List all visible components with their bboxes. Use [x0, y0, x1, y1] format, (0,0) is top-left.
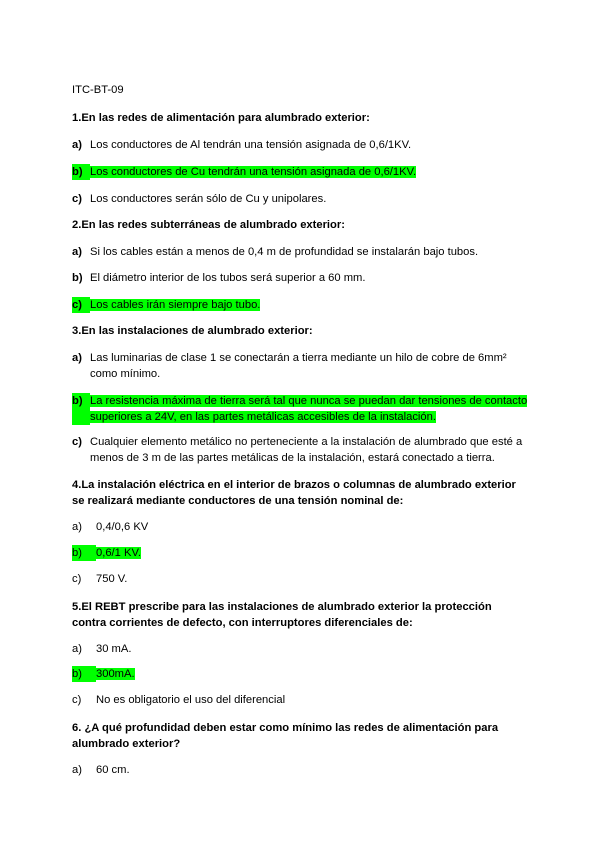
option-text: Las luminarias de clase 1 se conectarán a tierra mediante un hilo de cobre de 6mm² como mínimo. — [90, 352, 507, 380]
option-letter: c) — [72, 436, 82, 448]
option-text-highlighted: La resistencia máxima de tierra será tal que nunca se puedan dar tensiones de contacto superiores a 24V, en las partes metálicas accesibles de la instalación. — [90, 395, 528, 423]
option-text: No es obligatorio el uso del diferencial — [96, 694, 286, 706]
question-4-option-b — [72, 545, 532, 561]
option-letter: b) — [72, 666, 96, 682]
question-4-option-a — [72, 519, 532, 535]
question-6-option-a — [72, 762, 532, 778]
option-text-highlighted: Los cables irán siempre bajo tubo. — [90, 299, 261, 311]
option-text-highlighted: Los conductores de Cu tendrán una tensión asignada de 0,6/1KV. — [90, 166, 417, 178]
option-letter: a) — [72, 246, 82, 258]
question-1-option-b — [72, 164, 532, 180]
question-3-option-c — [72, 434, 532, 466]
option-text: Si los cables están a menos de 0,4 m de profundidad se instalarán bajo tubos. — [90, 246, 479, 258]
question-1-option-a — [72, 137, 532, 153]
option-text: Los conductores de Al tendrán una tensión asignada de 0,6/1KV. — [90, 139, 412, 151]
option-letter: c) — [72, 193, 82, 205]
question-3: 3.En las instalaciones de alumbrado exterior: — [72, 325, 313, 337]
option-letter: b) — [72, 393, 90, 425]
document-code: ITC-BT-09 — [72, 84, 124, 96]
option-letter: a) — [72, 764, 82, 776]
option-text: 0,4/0,6 KV — [96, 521, 149, 533]
option-letter: a) — [72, 521, 82, 533]
option-text: 30 mA. — [96, 643, 132, 655]
option-letter: c) — [72, 573, 82, 585]
question-4: 4.La instalación eléctrica en el interior de brazos o columnas de alumbrado exterior se realizará mediante conductores de una tensión nominal de: — [72, 479, 516, 507]
question-6: 6. ¿A qué profundidad deben estar como mínimo las redes de alimentación para alumbrado exterior? — [72, 722, 499, 750]
option-text: 750 V. — [96, 573, 128, 585]
question-2-option-a — [72, 244, 532, 260]
question-1: 1.En las redes de alimentación para alumbrado exterior: — [72, 112, 370, 124]
option-letter: b) — [72, 272, 83, 284]
option-letter: a) — [72, 643, 82, 655]
option-text: 60 cm. — [96, 764, 130, 776]
option-letter: c) — [72, 694, 82, 706]
question-3-option-b — [72, 393, 532, 425]
question-1-option-c — [72, 191, 532, 207]
question-2-option-b — [72, 270, 532, 286]
option-text-highlighted: 300mA. — [96, 668, 135, 680]
option-letter: b) — [72, 164, 90, 180]
question-5-option-a — [72, 641, 532, 657]
question-5-option-b — [72, 666, 532, 682]
option-letter: a) — [72, 352, 82, 364]
option-letter: c) — [72, 297, 90, 313]
question-3-option-a — [72, 350, 532, 382]
option-text: El diámetro interior de los tubos será superior a 60 mm. — [90, 272, 366, 284]
question-5-option-c — [72, 692, 532, 708]
option-letter: a) — [72, 139, 82, 151]
option-text: Los conductores serán sólo de Cu y unipolares. — [90, 193, 327, 205]
question-2: 2.En las redes subterráneas de alumbrado exterior: — [72, 219, 345, 231]
question-4-option-c — [72, 571, 532, 587]
option-text: Cualquier elemento metálico no perteneciente a la instalación de alumbrado que esté a menos de 3 m de las partes metálicas de la instalación, estará conectado a tierra. — [90, 436, 523, 464]
option-letter: b) — [72, 545, 96, 561]
question-5: 5.El REBT prescribe para las instalaciones de alumbrado exterior la protección contra corrientes de defecto, con interruptores diferenciales de: — [72, 601, 492, 629]
question-2-option-c — [72, 297, 532, 313]
option-text-highlighted: 0,6/1 KV. — [96, 547, 141, 559]
